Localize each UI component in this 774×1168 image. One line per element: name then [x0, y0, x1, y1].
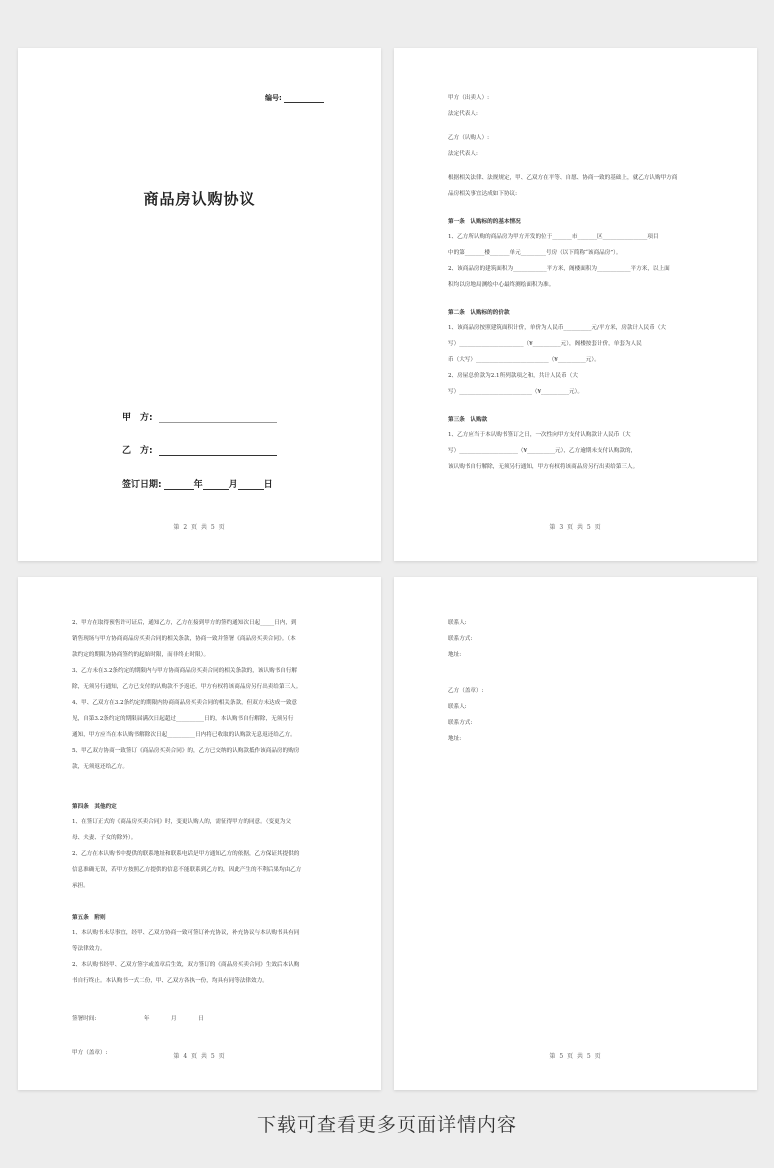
text-line: 乙方（认购人）:: [448, 135, 490, 141]
sign-time-label: 签署时间:: [72, 1016, 97, 1022]
sign-date-label: 签订日期:: [122, 480, 162, 490]
text-line: 法定代表人:: [448, 111, 478, 117]
year-label: 年: [193, 480, 203, 490]
text-line: 等法律效力。: [72, 946, 106, 952]
document-page-3: [394, 48, 757, 561]
text-line: 币（大写）__________________________（¥__________元）。: [448, 357, 600, 363]
day-label: 日: [263, 480, 273, 490]
text-line: 2、甲方在取得预售许可证后，通知乙方，乙方在接到甲方的签约通知次日起_____日内，到: [72, 620, 297, 626]
text-line: 3、乙方未在3.2条约定的期限内与甲方协商商品房买卖合同的相关条款的，该认购书自行解: [72, 668, 298, 674]
text-line: 写）__________________________（¥__________元）。: [448, 389, 584, 395]
contact-line: 地址:: [448, 736, 462, 742]
text-line: 除，无须另行通知，乙方已支付的认购款不予返还，甲方有权将该商品房另行出卖给第三人。: [72, 684, 302, 690]
sign-time-month: 月: [171, 1016, 177, 1022]
text-line: 1、乙方应当于本认购书签订之日，一次性向甲方支付认购款计人民币（大: [448, 432, 631, 438]
text-line: 5、甲乙双方协商一致签订《商品房买卖合同》的，乙方已交纳的认购款抵作该商品房的购房: [72, 748, 300, 754]
party-a-blank: [159, 412, 277, 423]
contact-line: 地址:: [448, 652, 462, 658]
party-b-blank: [159, 445, 277, 456]
text-line: 母、夫妻、子女的除外）。: [72, 835, 137, 841]
text-line: 款，无须返还给乙方。: [72, 764, 128, 770]
text-line: 通知，甲方应当在本认购书解除次日起__________日内将已收取的认购款无息返还给乙方。: [72, 732, 296, 738]
contact-line: 联系方式:: [448, 636, 473, 642]
page-number: 第 4 页 共 5 页: [173, 1053, 226, 1060]
article-heading: 第三条 认购款: [448, 417, 488, 423]
day-blank: [238, 479, 264, 490]
text-line: 款约定的期限为协商签约的起始时限，而非终止时限）。: [72, 652, 210, 658]
contact-line: 联系人:: [448, 620, 467, 626]
document-number-blank: [284, 95, 324, 103]
text-line: 写）_____________________（¥__________元），乙方逾期未支付认购款的，: [448, 448, 637, 454]
text-line: 写）_______________________（¥__________元），阁楼按套计价，单套为人民: [448, 341, 642, 347]
sign-time-row: [72, 1013, 327, 1025]
text-line: 信息准确无误，若甲方按照乙方提供的信息不能联系到乙方的，因此产生的不利后果均由乙方: [72, 867, 302, 873]
text-line: 见，自第3.2条约定的期限届满次日起超过__________日的，本认购书自行解除，无须另行: [72, 716, 294, 722]
text-line: 积均以房地局测绘中心最终测绘面积为准。: [448, 282, 555, 288]
document-title: 商品房认购协议: [143, 190, 256, 208]
text-line: 2、该商品房的建筑面积为____________平方米，阁楼面积为____________平方米，以上面: [448, 266, 670, 272]
text-line: 2、房屋总价款为2.1所列款项之和，共计人民币（大: [448, 373, 578, 379]
party-b-label: 乙 方:: [122, 446, 153, 456]
document-number: [265, 93, 324, 103]
text-line: 1、本认购书未尽事宜，经甲、乙双方协商一致可签订补充协议，补充协议与本认购书具有同: [72, 930, 300, 936]
page-number: 第 3 页 共 5 页: [549, 524, 602, 531]
page-number: 第 5 页 共 5 页: [549, 1053, 602, 1060]
party-a-row: [122, 410, 277, 423]
text-line: 1、该商品房按照建筑面积计价，单价为人民币__________元/平方米，房款计人民币（大: [448, 325, 667, 331]
text-line: 2、乙方在本认购书中提供的联系地址和联系电话是甲方通知乙方的依据，乙方保证其提供的: [72, 851, 300, 857]
text-line: 法定代表人:: [448, 151, 478, 157]
sign-time-day: 日: [198, 1016, 204, 1022]
month-label: 月: [228, 480, 238, 490]
document-page-cover: [18, 48, 381, 561]
text-line: 甲方（出卖人）:: [448, 95, 490, 101]
article-heading: 第五条 附则: [72, 915, 106, 921]
document-page-5: [394, 577, 757, 1090]
text-line: 书自行终止。本认购书一式二份，甲、乙双方各执一份，均具有同等法律效力。: [72, 978, 268, 984]
document-page-4: [18, 577, 381, 1090]
text-line: 根据相关法律、法规规定，甲、乙双方在平等、自愿、协商一致的基础上，就乙方认购甲方商: [448, 175, 678, 181]
text-line: 4、甲、乙双方在3.2条约定的期限内协商商品房买卖合同的相关条款，但双方未达成一致意: [72, 700, 298, 706]
text-line: 中的第_______楼_______单元_________号房（以下简称“该商品房”）。: [448, 250, 622, 256]
text-line: 1、在签订正式的《商品房买卖合同》时，变更认购人的，需征得甲方的同意。（变更为父: [72, 819, 291, 825]
text-line: 承担。: [72, 883, 89, 889]
party-a-label: 甲 方:: [122, 413, 153, 423]
contact-line: 联系方式:: [448, 720, 473, 726]
document-number-label: 编号:: [265, 94, 282, 102]
text-line: 2、本认购书经甲、乙双方签字或盖章后生效，双方签订的《商品房买卖合同》生效后本认购: [72, 962, 300, 968]
text-line: 品房相关事宜达成如下协议:: [448, 191, 518, 197]
party-b-row: [122, 443, 277, 456]
article-heading: 第一条 认购标的的基本情况: [448, 219, 521, 225]
article-heading: 第二条 认购标的的价款: [448, 310, 510, 316]
page-number: 第 2 页 共 5 页: [173, 524, 226, 531]
party-a-seal: 甲方（盖章）:: [72, 1050, 108, 1056]
month-blank: [203, 479, 229, 490]
contact-line: 乙方（盖章）:: [448, 688, 484, 694]
text-line: 销售现场与甲方协商商品房买卖合同的相关条款，协商一致并签署《商品房买卖合同》。（本: [72, 636, 296, 642]
contact-line: 联系人:: [448, 704, 467, 710]
text-line: 1、乙方所认购的商品房为甲方开发的位于_______市_______区________________项目: [448, 234, 659, 240]
article-heading: 第四条 其他约定: [72, 804, 117, 810]
download-more-banner[interactable]: 下载可查看更多页面详情内容: [256, 1114, 517, 1136]
year-blank: [164, 479, 194, 490]
sign-date-row: [122, 477, 273, 490]
text-line: 该认购书自行解除，无须另行通知，甲方有权将该商品房另行出卖给第三人。: [448, 464, 639, 470]
sign-time-year: 年: [143, 1016, 150, 1022]
